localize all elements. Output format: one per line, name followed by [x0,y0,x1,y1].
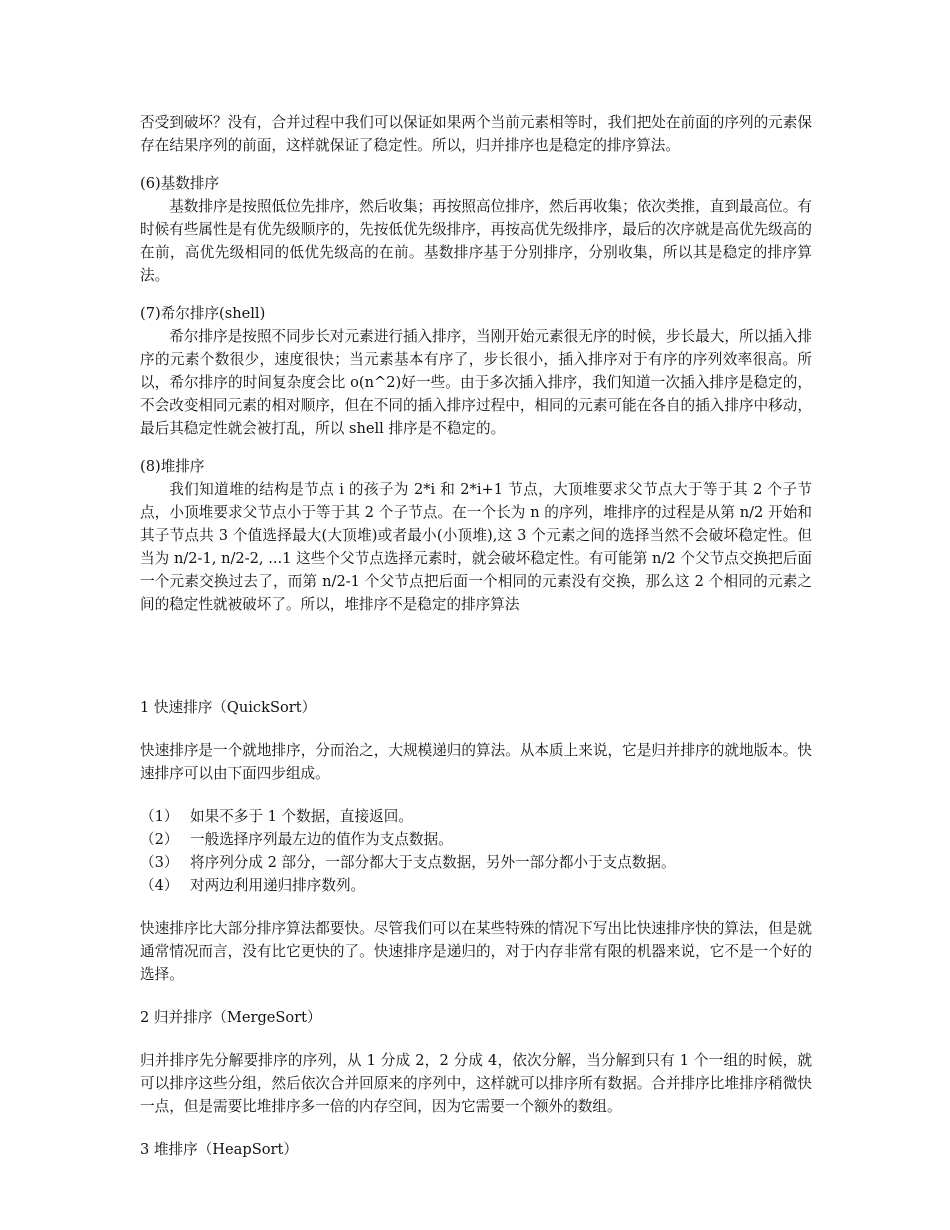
spacer [140,719,812,739]
step-number: （3） [140,854,179,871]
mergesort-body: 归并排序先分解要排序的序列，从 1 分成 2，2 分成 4，依次分解，当分解到只有 1 个一组的时候，就可以排序这些分组，然后依次合并回原来的序列中，这样就可以排序所有数据。合并排序比堆排序稍微快一点，但是需要比堆排序多一倍的内存空间，因为它需要一个额外的数组。 [140,1052,812,1115]
spacer [140,785,812,805]
shell-heading: (7)希尔排序(shell) [140,305,266,322]
heapsort-heading: 3 堆排序（HeapSort） [140,1141,298,1158]
radix-heading: (6)基数排序 [140,175,220,192]
step-number: （2） [140,831,179,848]
spacer [140,287,812,302]
step-text: 将序列分成 2 部分，一部分都大于支点数据，另外一部分都小于支点数据。 [190,854,676,871]
step-number: （4） [140,877,179,894]
document-page [140,111,812,1161]
list-item [140,828,812,851]
step-text: 对两边利用递归排序数列。 [190,877,366,894]
mergesort-heading: 2 归并排序（MergeSort） [140,1009,322,1026]
spacer [140,1029,812,1049]
spacer [140,1118,812,1138]
radix-body: 基数排序是按照低位先排序，然后收集；再按照高位排序，然后再收集；依次类推，直到最高位。有时候有些属性是有优先级顺序的，先按低优先级排序，再按高优先级排序，最后的次序就是高优先级高的在前，高优先级相同的低优先级高的在前。基数排序基于分别排序，分别收集，所以其是稳定的排序算法。 [140,198,812,284]
step-number: （1） [140,808,179,825]
list-item [140,805,812,828]
shell-body: 希尔排序是按照不同步长对元素进行插入排序，当刚开始元素很无序的时候，步长最大，所以插入排序的元素个数很少，速度很快；当元素基本有序了，步长很小，插入排序对于有序的序列效率很高。所以，希尔排序的时间复杂度会比 o(n^2)好一些。由于多次插入排序，我们知道一次插入排序是稳定的，不会改变相同元素的相对顺序，但在不同的插入排序过程中，相同的元素可能在各自的插入排序中移动，最后其稳定性就会被打乱，所以 shell 排序是不稳定的。 [140,328,812,437]
step-text: 如果不多于 1 个数据，直接返回。 [190,808,413,825]
list-item [140,874,812,897]
step-text: 一般选择序列最左边的值作为支点数据。 [190,831,453,848]
quicksort-intro: 快速排序是一个就地排序，分而治之，大规模递归的算法。从本质上来说，它是归并排序的就地版本。快速排序可以由下面四步组成。 [140,742,812,782]
quicksort-heading: 1 快速排序（QuickSort） [140,699,317,716]
spacer [140,440,812,455]
list-item [140,851,812,874]
spacer [140,616,812,696]
quicksort-summary: 快速排序比大部分排序算法都要快。尽管我们可以在某些特殊的情况下写出比快速排序快的算法，但是就通常情况而言，没有比它更快的了。快速排序是递归的，对于内存非常有限的机器来说，它不是一个好的选择。 [140,920,812,983]
heap-body: 我们知道堆的结构是节点 i 的孩子为 2*i 和 2*i+1 节点，大顶堆要求父节点大于等于其 2 个子节点，小顶堆要求父节点小于等于其 2 个子节点。在一个长为 n 的序列，堆排序的过程是从第 n/2 开始和其子节点共 3 个值选择最大(大顶堆)或者最小(小顶堆),这 3 个元素之间的选择当然不会破坏稳定性。但当为 n/2-1, n/2-2, ...1 这些个父节点选择元素时，就会破坏稳定性。有可能第 n/2 个父节点交换把后面一个元素交换过去了，而第 n/2-1 个父节点把后面一个相同的元素没有交换，那么这 2 个相同的元素之间的稳定性就被破坏了。所以，堆排序不是稳定的排序算法 [140,481,812,613]
spacer [140,897,812,917]
heap-heading: (8)堆排序 [140,458,205,475]
spacer [140,157,812,172]
merge-stability-tail: 否受到破坏？没有，合并过程中我们可以保证如果两个当前元素相等时，我们把处在前面的序列的元素保存在结果序列的前面，这样就保证了稳定性。所以，归并排序也是稳定的排序算法。 [140,114,812,154]
quicksort-steps [140,805,812,897]
spacer [140,986,812,1006]
